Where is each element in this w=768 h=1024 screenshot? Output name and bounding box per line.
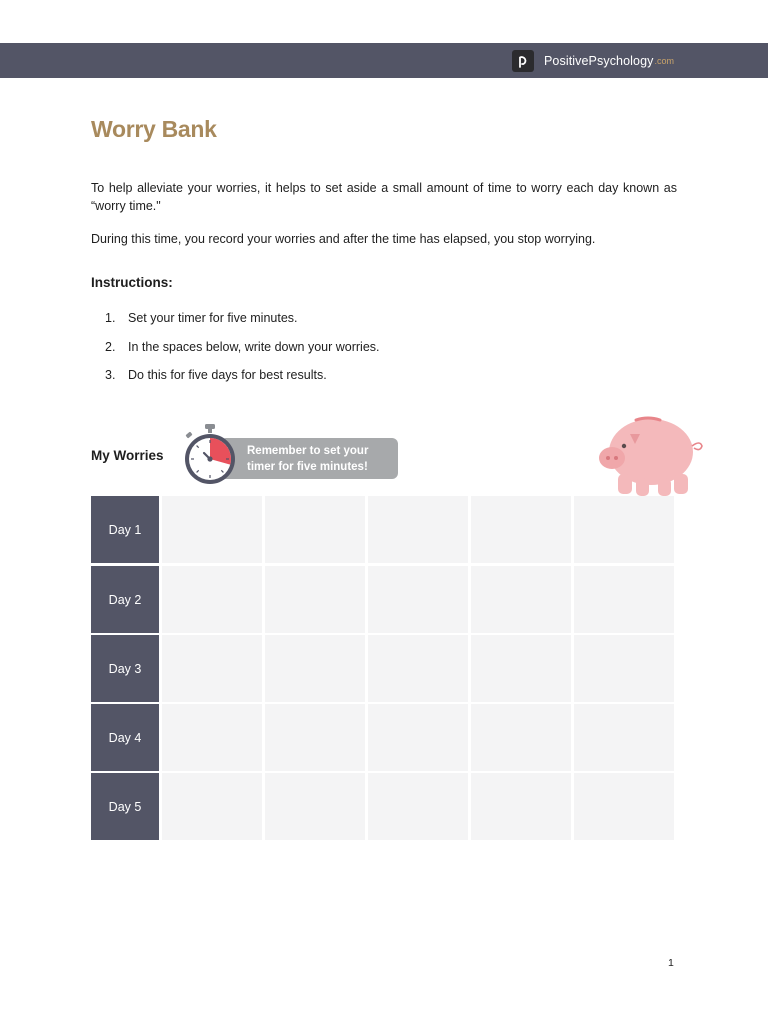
worry-entry-cell[interactable]: [162, 566, 262, 633]
worry-entry-cell[interactable]: [574, 635, 674, 702]
worry-entry-cell[interactable]: [368, 773, 468, 840]
worry-entry-cell[interactable]: [471, 635, 571, 702]
worry-entry-cell[interactable]: [265, 773, 365, 840]
reminder-line-1: Remember to set your: [247, 445, 369, 457]
day-label: Day 3: [91, 635, 159, 702]
step-number: 1.: [105, 311, 116, 325]
brand: [512, 50, 674, 72]
table-row: [91, 773, 677, 840]
top-header-bar: [0, 43, 768, 78]
worry-entry-cell[interactable]: [471, 773, 571, 840]
brand-tld: .com: [654, 56, 674, 66]
worry-entry-cell[interactable]: [574, 496, 674, 563]
p-logo-icon: [512, 50, 534, 72]
step-text: Do this for five days for best results.: [128, 368, 327, 383]
stopwatch-icon: [180, 422, 240, 486]
timer-reminder-callout: [220, 438, 398, 479]
step-text: Set your timer for five minutes.: [128, 311, 298, 325]
step-number: 2.: [105, 339, 116, 354]
worry-entry-cell[interactable]: [574, 773, 674, 840]
worry-entry-cell[interactable]: [162, 773, 262, 840]
worry-grid: [91, 496, 677, 842]
list-item: [105, 311, 380, 340]
day-label: Day 4: [91, 704, 159, 771]
table-row: [91, 496, 677, 563]
worry-entry-cell[interactable]: [471, 704, 571, 771]
worry-entry-cell[interactable]: [265, 566, 365, 633]
list-item: [105, 368, 380, 397]
worry-entry-cell[interactable]: [368, 704, 468, 771]
page-number: 1: [668, 957, 674, 969]
instructions-heading: Instructions:: [91, 275, 173, 290]
list-item: [105, 340, 380, 369]
intro-paragraph: To help alleviate your worries, it helps to set aside a small amount of time to worry each day known as “worry time.": [91, 181, 677, 213]
worry-entry-cell[interactable]: [368, 566, 468, 633]
worry-entry-cell[interactable]: [265, 704, 365, 771]
day-label: Day 1: [91, 496, 159, 563]
piggy-bank-icon: [596, 414, 708, 502]
description-paragraph: During this time, you record your worries and after the time has elapsed, you stop worrying.: [91, 232, 596, 246]
worry-entry-cell[interactable]: [265, 496, 365, 563]
worry-entry-cell[interactable]: [265, 635, 365, 702]
my-worries-label: My Worries: [91, 448, 164, 463]
table-row: [91, 635, 677, 702]
worry-entry-cell[interactable]: [471, 566, 571, 633]
day-label: Day 5: [91, 773, 159, 840]
table-row: [91, 704, 677, 771]
table-row: [91, 566, 677, 633]
page-title: Worry Bank: [91, 116, 217, 142]
worry-entry-cell[interactable]: [368, 496, 468, 563]
day-label: Day 2: [91, 566, 159, 633]
worry-entry-cell[interactable]: [574, 704, 674, 771]
instructions-list: [105, 311, 380, 397]
worry-entry-cell[interactable]: [162, 635, 262, 702]
worry-entry-cell[interactable]: [574, 566, 674, 633]
worry-entry-cell[interactable]: [471, 496, 571, 563]
step-number: 3.: [105, 368, 116, 383]
brand-name: PositivePsychology: [543, 54, 654, 68]
worry-entry-cell[interactable]: [162, 704, 262, 771]
worry-entry-cell[interactable]: [368, 635, 468, 702]
step-text: In the spaces below, write down your worries.: [128, 339, 380, 354]
worry-entry-cell[interactable]: [162, 496, 262, 563]
reminder-line-2: timer for five minutes!: [247, 461, 368, 473]
